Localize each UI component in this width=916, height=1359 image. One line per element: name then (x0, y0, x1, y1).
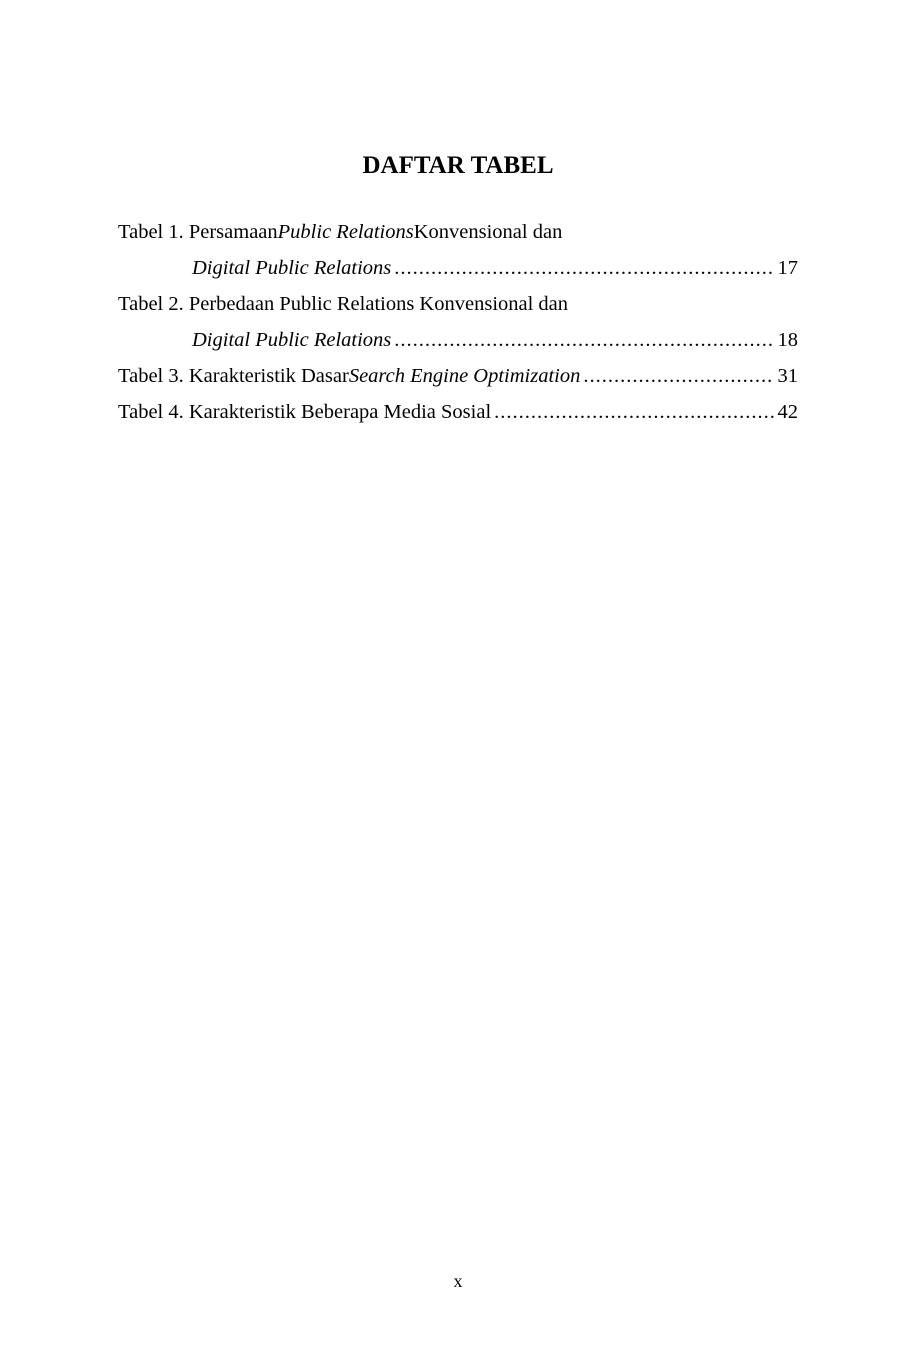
toc-entry-text: Karakteristik Beberapa Media Sosial (188, 401, 492, 423)
toc-page-number: 17 (777, 257, 798, 279)
toc-entry-text-italic: Digital Public Relations (192, 329, 392, 351)
toc-entry-label: Tabel 4. (118, 401, 184, 423)
toc-entry-2-line-1[interactable] (118, 286, 798, 322)
toc-entry-text-italic: Public Relations (277, 221, 414, 243)
toc-page-number: 18 (777, 329, 798, 351)
page-title: DAFTAR TABEL (362, 152, 554, 179)
dot-leader (394, 322, 773, 358)
toc-page-number: 42 (777, 401, 798, 423)
dot-leader (394, 250, 773, 286)
toc-entry-3[interactable] (118, 358, 798, 394)
toc-entry-text: Konvensional dan (413, 221, 563, 243)
toc-entry-2-line-2[interactable] (118, 322, 798, 358)
toc-entry-1-line-1[interactable] (118, 214, 798, 250)
toc-entry-4[interactable] (118, 394, 798, 430)
toc-entry-text-italic: Search Engine Optimization (348, 365, 581, 387)
toc-entry-text: Perbedaan Public Relations Konvensional dan (188, 293, 569, 315)
toc-entry-text-italic: Digital Public Relations (192, 257, 392, 279)
dot-leader (583, 358, 773, 394)
toc-entry-label: Tabel 2. (118, 293, 184, 315)
table-list (118, 214, 798, 430)
toc-page-number: 31 (777, 365, 798, 387)
toc-entry-text: Karakteristik Dasar (188, 365, 349, 387)
footer-page-number: x (453, 1271, 463, 1291)
toc-entry-1-line-2[interactable] (118, 250, 798, 286)
dot-leader (494, 394, 773, 430)
toc-entry-label: Tabel 1. (118, 221, 184, 243)
toc-entry-label: Tabel 3. (118, 365, 184, 387)
toc-entry-text: Persamaan (188, 221, 278, 243)
